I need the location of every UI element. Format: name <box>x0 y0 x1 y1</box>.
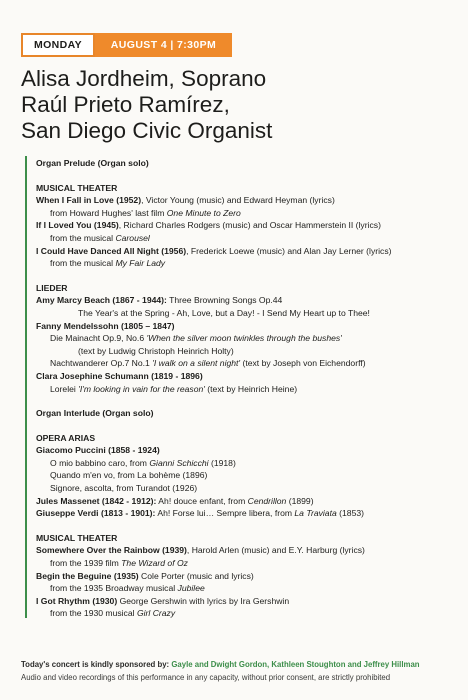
program-item: If I Loved You (1945), Richard Charles Rodgers (music) and Oscar Hammerstein II (lyrics) <box>36 220 381 231</box>
section-heading-lieder: LIEDER <box>36 282 68 293</box>
composer-line: Jules Massenet (1842 - 1912): Ah! douce enfant, from Cendrillon (1899) <box>36 495 314 506</box>
song-line: Nachtwanderer Op.7 No.1 'I walk on a silent night' (text by Joseph von Eichendorff) <box>50 358 366 369</box>
composer-line: Giuseppe Verdi (1813 - 1901): Ah! Forse lui… Sempre libera, from La Traviata (1853) <box>36 508 364 519</box>
green-divider-rule <box>25 156 27 618</box>
program-item-source: from the 1939 film The Wizard of Oz <box>50 558 188 569</box>
recording-notice: Audio and video recordings of this performance in any capacity, without prior consent, are strictly prohibited <box>21 672 391 682</box>
program-item: I Could Have Danced All Night (1956), Frederick Loewe (music) and Alan Jay Lerner (lyrics) <box>36 245 392 256</box>
aria-line: O mio babbino caro, from Gianni Schicchi (1918) <box>50 457 236 468</box>
program-item-source: from the musical My Fair Lady <box>50 258 166 269</box>
song-line: Lorelei 'I'm looking in vain for the reason' (text by Heinrich Heine) <box>50 383 298 394</box>
composer-line: Amy Marcy Beach (1867 - 1944): Three Browning Songs Op.44 <box>36 295 283 306</box>
section-heading-musical-theater: MUSICAL THEATER <box>36 532 118 543</box>
song-line: Die Mainacht Op.9, No.6 'When the silver moon twinkles through the bushes' <box>50 333 342 344</box>
date-time-label: AUGUST 4 | 7:30PM <box>95 33 232 57</box>
day-label: MONDAY <box>21 33 95 57</box>
program-item-source: from the musical Carousel <box>50 232 150 243</box>
title-line: Raúl Prieto Ramírez, <box>21 92 230 117</box>
program-item: Begin the Beguine (1935) Cole Porter (music and lyrics) <box>36 570 254 581</box>
organ-prelude: Organ Prelude (Organ solo) <box>36 158 149 168</box>
program-item-source: from the 1930 musical Girl Crazy <box>50 608 176 619</box>
composer-line: Fanny Mendelssohn (1805 – 1847) <box>36 320 175 331</box>
title-line: Alisa Jordheim, Soprano <box>21 66 267 91</box>
sponsor-line: Today's concert is kindly sponsored by: Gayle and Dwight Gordon, Kathleen Stoughton and Jeffrey Hillman <box>21 660 420 669</box>
song-list: The Year's at the Spring - Ah, Love, but a Day! - I Send My Heart up to Thee! <box>78 307 370 318</box>
title-line: San Diego Civic Organist <box>21 118 273 143</box>
song-text-credit: (text by Ludwig Christoph Heinrich Holty) <box>78 345 234 356</box>
section-heading-opera-arias: OPERA ARIAS <box>36 432 96 443</box>
program-item: I Got Rhythm (1930) George Gershwin with lyrics by Ira Gershwin <box>36 595 290 606</box>
program-item-source: from Howard Hughes' last film One Minute to Zero <box>50 207 241 218</box>
aria-line: Quando m'en vo, from La bohème (1896) <box>50 470 208 481</box>
organ-interlude: Organ Interlude (Organ solo) <box>36 408 154 419</box>
date-header <box>21 33 232 57</box>
footer <box>21 659 461 684</box>
section-heading-musical-theater: MUSICAL THEATER <box>36 182 118 193</box>
program-item: Somewhere Over the Rainbow (1939), Harold Arlen (music) and E.Y. Harburg (lyrics) <box>36 545 365 556</box>
performers-title <box>21 66 451 144</box>
program-item-source: from the 1935 Broadway musical Jubilee <box>50 583 205 594</box>
aria-line: Signore, ascolta, from Turandot (1926) <box>50 483 198 494</box>
program-item: When I Fall in Love (1952), Victor Young (music) and Edward Heyman (lyrics) <box>36 195 335 206</box>
composer-line: Giacomo Puccini (1858 - 1924) <box>36 445 160 456</box>
program-list <box>36 157 461 620</box>
composer-line: Clara Josephine Schumann (1819 - 1896) <box>36 370 203 381</box>
